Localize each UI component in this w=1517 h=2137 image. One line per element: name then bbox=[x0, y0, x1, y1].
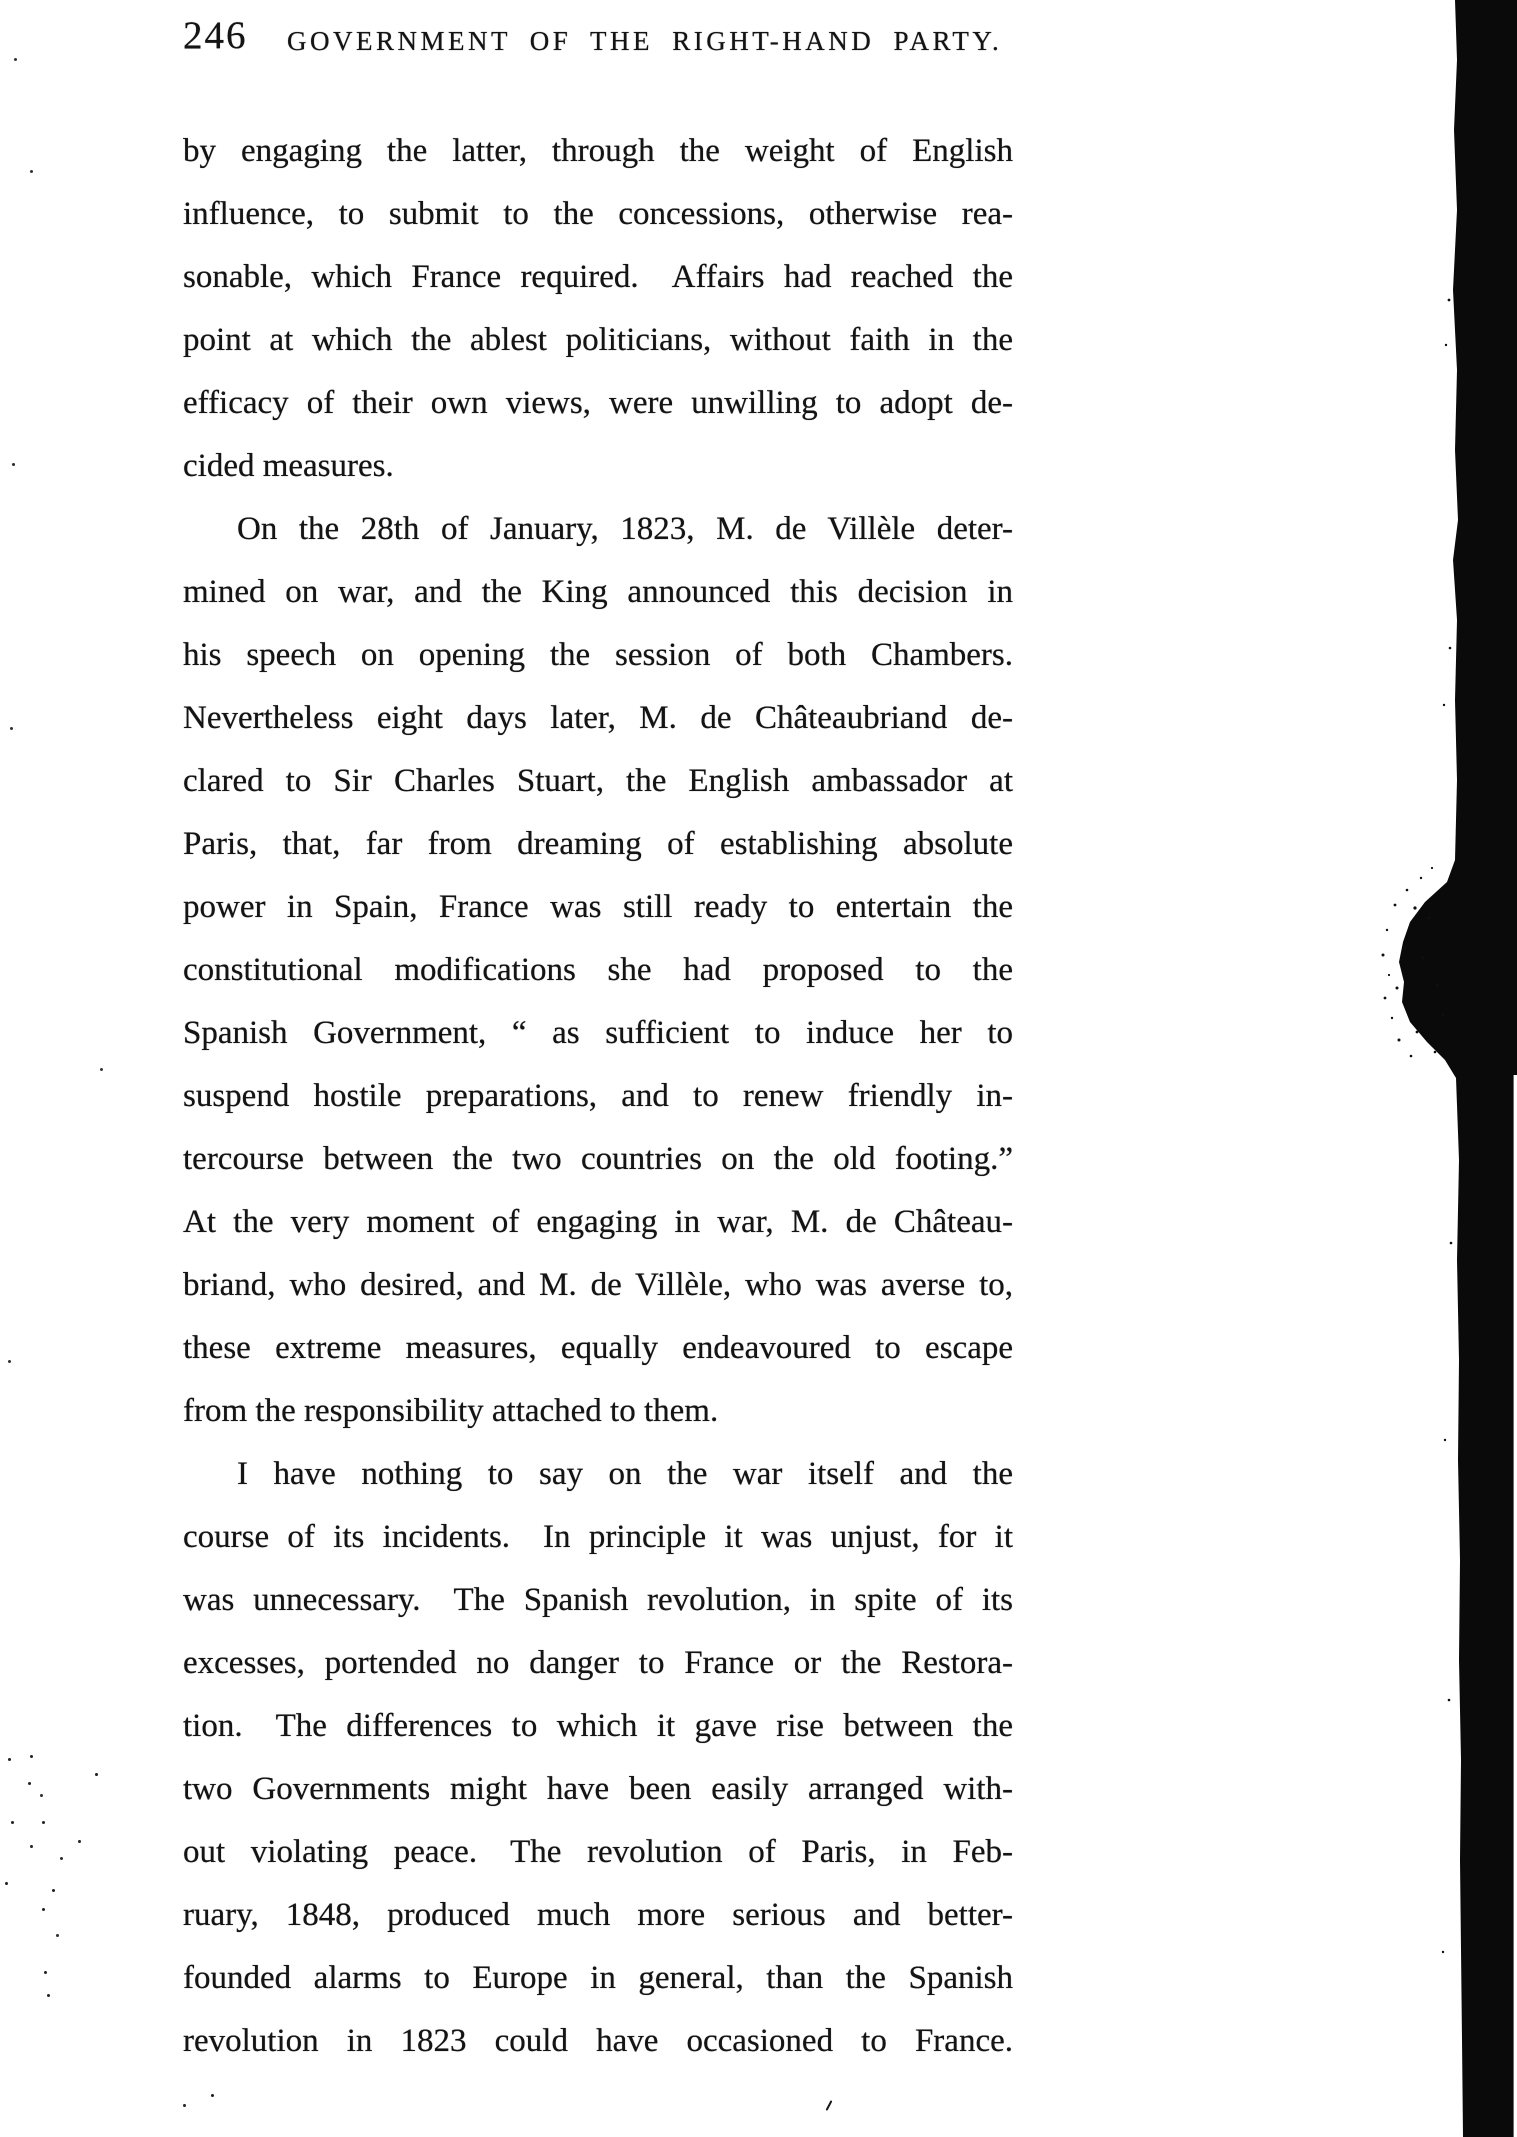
text-line: Nevertheless eight days later, M. de Châteaubriand de- bbox=[183, 700, 1013, 736]
text-line: At the very moment of engaging in war, M. de Château- bbox=[183, 1204, 1013, 1240]
text-column bbox=[183, 120, 1013, 2073]
text-line: efficacy of their own views, were unwilling to adopt de- bbox=[183, 385, 1013, 421]
text-line: these extreme measures, equally endeavoured to escape bbox=[183, 1330, 1013, 1366]
scan-gutter-band bbox=[1377, 0, 1517, 2137]
ink-speck-tick bbox=[826, 2100, 833, 2111]
text-line: clared to Sir Charles Stuart, the English ambassador at bbox=[183, 763, 1013, 799]
paragraph bbox=[183, 1443, 1013, 2073]
text-line: point at which the ablest politicians, without faith in the bbox=[183, 322, 1013, 358]
text-line: Paris, that, far from dreaming of establishing absolute bbox=[183, 826, 1013, 862]
text-line: sonable, which France required. Affairs had reached the bbox=[183, 259, 1013, 295]
paragraph bbox=[183, 120, 1013, 498]
text-line: was unnecessary. The Spanish revolution, in spite of its bbox=[183, 1582, 1013, 1618]
text-line: excesses, portended no danger to France or the Restora- bbox=[183, 1645, 1013, 1681]
text-line: Spanish Government, “ as sufficient to induce her to bbox=[183, 1015, 1013, 1051]
text-line: by engaging the latter, through the weight of English bbox=[183, 133, 1013, 169]
paragraph bbox=[183, 498, 1013, 1443]
text-line: cided measures. bbox=[183, 448, 394, 484]
text-line: On the 28th of January, 1823, M. de Villèle deter- bbox=[237, 511, 1013, 547]
text-line: constitutional modifications she had proposed to the bbox=[183, 952, 1013, 988]
text-line: ruary, 1848, produced much more serious and better- bbox=[183, 1897, 1013, 1933]
running-title: GOVERNMENT OF THE RIGHT-HAND PARTY. bbox=[287, 26, 1003, 56]
text-line: briand, who desired, and M. de Villèle, who was averse to, bbox=[183, 1267, 1013, 1303]
text-line: tion. The differences to which it gave rise between the bbox=[183, 1708, 1013, 1744]
text-line: out violating peace. The revolution of Paris, in Feb- bbox=[183, 1834, 1013, 1870]
text-line: power in Spain, France was still ready to entertain the bbox=[183, 889, 1013, 925]
text-line: mined on war, and the King announced this decision in bbox=[183, 574, 1013, 610]
ink-specks bbox=[183, 2104, 186, 2107]
text-line: tercourse between the two countries on the old footing.” bbox=[183, 1141, 1013, 1177]
text-line: founded alarms to Europe in general, than the Spanish bbox=[183, 1960, 1013, 1996]
text-line: course of its incidents. In principle it was unjust, for it bbox=[183, 1519, 1013, 1555]
text-line: I have nothing to say on the war itself and the bbox=[237, 1456, 1013, 1492]
text-line: two Governments might have been easily arranged with- bbox=[183, 1771, 1013, 1807]
page-number: 246 bbox=[183, 14, 248, 57]
text-line: influence, to submit to the concessions, otherwise rea- bbox=[183, 196, 1013, 232]
text-line: his speech on opening the session of both Chambers. bbox=[183, 637, 1013, 673]
text-line: suspend hostile preparations, and to renew friendly in- bbox=[183, 1078, 1013, 1114]
text-line: from the responsibility attached to them. bbox=[183, 1393, 719, 1429]
text-line: revolution in 1823 could have occasioned to France. bbox=[183, 2023, 1013, 2059]
